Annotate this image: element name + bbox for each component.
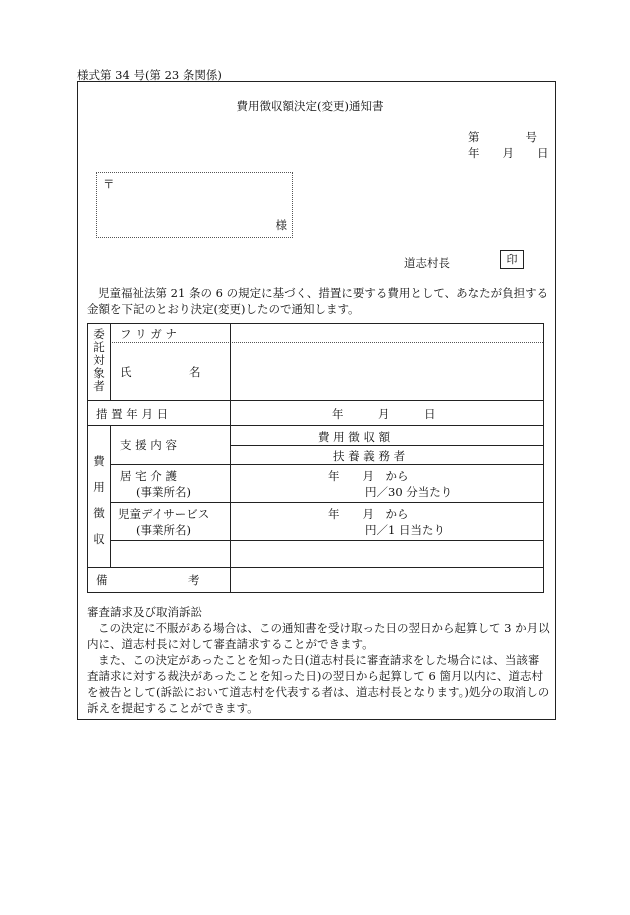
number-text: 第 号 bbox=[468, 130, 537, 144]
appeal-heading: 審査請求及び取消訴訟 bbox=[87, 605, 202, 619]
day-service-label: 児童デイサービス bbox=[118, 507, 210, 521]
postal-mark: 〒 bbox=[103, 177, 115, 191]
day-service-from: 年 月 から bbox=[328, 507, 409, 521]
name-label: 氏 名 bbox=[120, 365, 201, 379]
consigned-group-label: 委託対象者 bbox=[93, 327, 105, 393]
home-care-from: 年 月 から bbox=[328, 469, 409, 483]
day-service-rate: 円／1 日当たり bbox=[365, 523, 445, 537]
furigana-label: フ リ ガ ナ bbox=[120, 327, 177, 341]
home-care-office: (事業所名) bbox=[136, 485, 191, 499]
support-content-label: 支 援 内 容 bbox=[120, 438, 177, 452]
issuer: 道志村長 bbox=[404, 256, 450, 270]
day-service-office: (事業所名) bbox=[136, 523, 191, 537]
obligor-header: 扶 養 義 務 者 bbox=[333, 449, 406, 463]
address-box bbox=[96, 172, 293, 238]
fee-table bbox=[87, 323, 544, 593]
appeal-paragraph-2: また、この決定があったことを知った日(道志村長に審査請求をした場合には、当該審査請求に対する裁決があったことを知った日)の翌日から起算して 6 箇月以内に、道志村を被告として(訴訟において道志村を代表する者は、道志村長となります。)処分の取消しの訴えを提起することができます。 bbox=[87, 653, 550, 715]
form-reference: 様式第 34 号(第 23 条関係) bbox=[77, 68, 222, 82]
document-title bbox=[0, 98, 630, 114]
placement-date-value: 年 月 日 bbox=[332, 407, 436, 421]
placement-date-label: 措 置 年 月 日 bbox=[96, 407, 169, 421]
collection-amount-header: 費 用 徴 収 額 bbox=[318, 430, 391, 444]
remarks-label: 備 考 bbox=[96, 573, 200, 587]
seal-box: 印 bbox=[500, 250, 524, 269]
home-care-rate: 円／30 分当たり bbox=[365, 485, 453, 499]
date-text: 年 月 日 bbox=[468, 146, 549, 160]
document-date bbox=[468, 145, 550, 161]
appeal-paragraph-1: この決定に不服がある場合は、この通知書を受け取った日の翌日から起算して 3 か月以内に、道志村長に対して審査請求することができます。 bbox=[87, 621, 550, 651]
home-care-label: 居 宅 介 護 bbox=[120, 469, 177, 483]
document-number bbox=[468, 129, 550, 145]
title-text: 費用徴収額決定(変更)通知書 bbox=[236, 99, 384, 113]
cost-group-label: 費用徴収 bbox=[93, 454, 105, 546]
intro-paragraph: 児童福祉法第 21 条の 6 の規定に基づく、措置に要する費用として、あなたが負担する金額を下記のとおり決定(変更)したので通知します。 bbox=[87, 286, 549, 316]
recipient-suffix: 様 bbox=[275, 218, 287, 232]
